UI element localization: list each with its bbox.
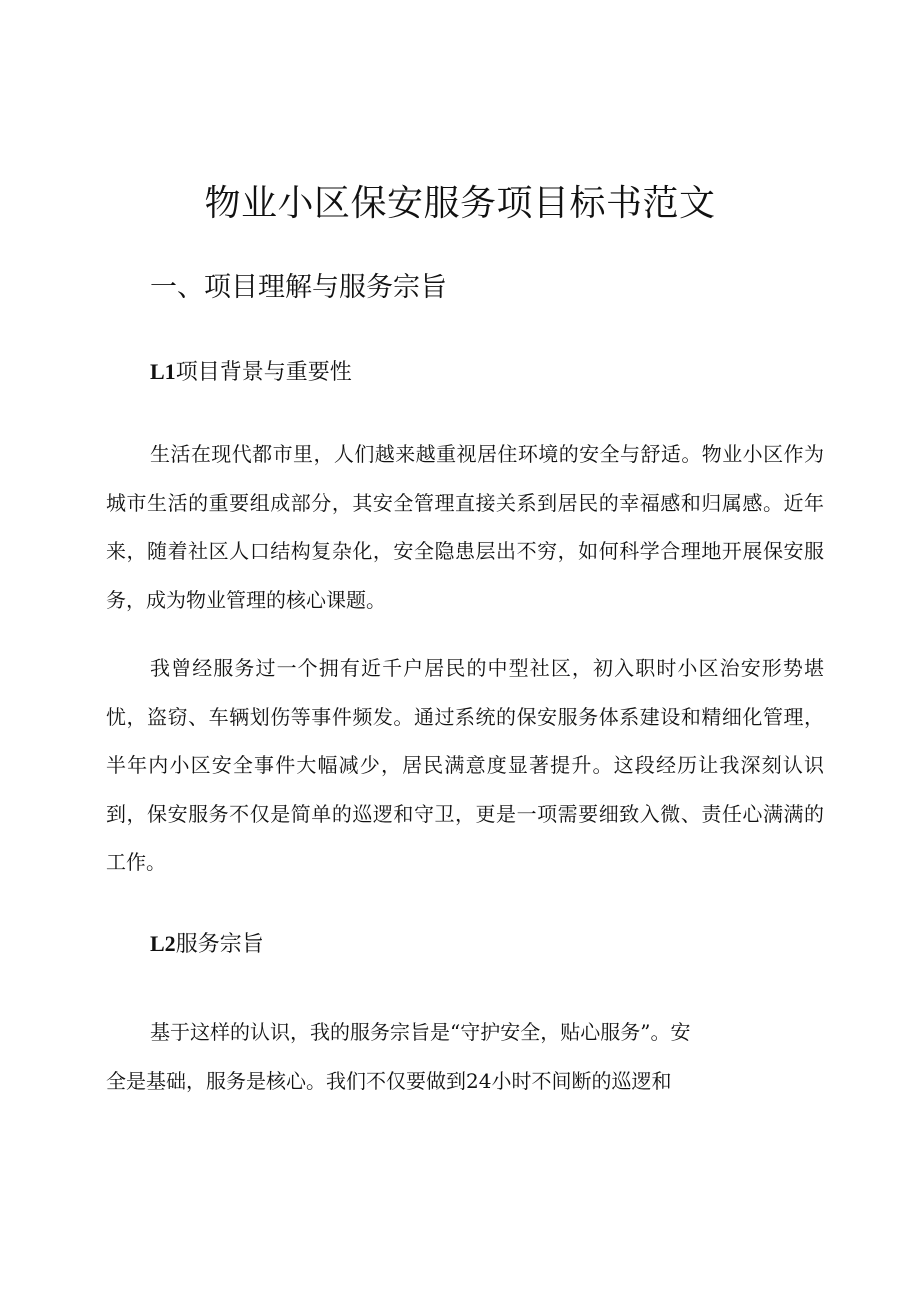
paragraph-experience: 我曾经服务过一个拥有近千户居民的中型社区，初入职时小区治安形势堪忧，盗窃、车辆划伤等事件频发。通过系统的保安服务体系建设和精细化管理，半年内小区安全事件大幅减少，居民满意度显著提升。这段经历让我深刻认识到，保安服务不仅是简单的巡逻和守卫，更是一项需要细致入微、责任心满满的工作。	[106, 656, 824, 874]
subsection-title: 项目背景与重要性	[175, 360, 352, 385]
section-heading-1: 一、项目理解与服务宗旨	[150, 272, 447, 303]
document-title: 物业小区保安服务项目标书范文	[204, 183, 716, 224]
subsection-number: L2	[150, 931, 176, 956]
subsection-heading-1-2	[150, 928, 264, 961]
subsection-title: 服务宗旨	[175, 932, 264, 957]
subsection-number: L1	[150, 359, 176, 384]
paragraph-line: 基于这样的认识，我的服务宗旨是“守护安全，贴心服务”。安	[150, 1020, 691, 1044]
paragraph-service-purpose	[106, 1008, 786, 1105]
paragraph-project-background: 生活在现代都市里，人们越来越重视居住环境的安全与舒适。物业小区作为城市生活的重要组成部分，其安全管理直接关系到居民的幸福感和归属感。近年来，随着社区人口结构复杂化，安全隐患层出不穷，如何科学合理地开展保安服务，成为物业管理的核心课题。	[106, 442, 824, 612]
subsection-heading-1-1	[150, 356, 352, 389]
paragraph-line: 全是基础，服务是核心。我们不仅要做到24小时不间断的巡逻和	[106, 1068, 672, 1093]
